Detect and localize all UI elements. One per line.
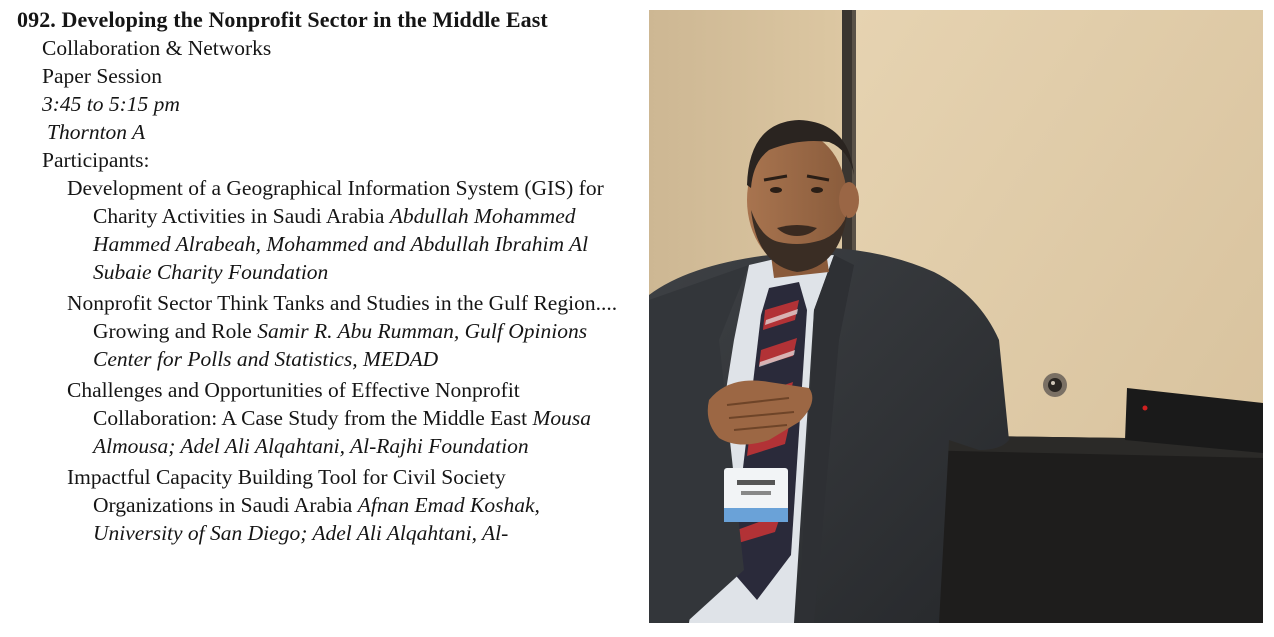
paper-title: Challenges and Opportunities of Effective Nonprofit Collaboration: A Case Study from the Middle East	[67, 378, 528, 430]
paper-authors: Afnan Emad Koshak, University of San Diego; Adel Ali Alqahtani, Al-	[93, 493, 540, 545]
paper-item	[67, 174, 622, 286]
paper-authors: Mousa Almousa; Adel Ali Alqahtani, Al-Rajhi Foundation	[93, 406, 592, 458]
paper-item	[67, 376, 622, 460]
paper-title: Nonprofit Sector Think Tanks and Studies in the Gulf Region.... Growing and Role	[67, 291, 618, 343]
paper-item	[67, 463, 622, 547]
paper-title: Development of a Geographical Information System (GIS) for Charity Activities in Saudi Arabia	[67, 176, 604, 228]
paper-list	[17, 174, 622, 547]
session-time: 3:45 to 5:15 pm	[42, 92, 180, 116]
paper-authors: Abdullah Mohammed Hammed Alrabeah, Mohammed and Abdullah Ibrahim Al Subaie Charity Foundation	[93, 204, 589, 284]
program-page	[0, 0, 632, 637]
speaker-photo	[649, 10, 1263, 623]
session-room: Thornton A	[47, 120, 146, 144]
paper-item	[67, 289, 622, 373]
session-format: Paper Session	[42, 64, 163, 88]
paper-title: Impactful Capacity Building Tool for Civil Society Organizations in Saudi Arabia	[67, 465, 506, 517]
session-title: 092. Developing the Nonprofit Sector in the Middle East	[17, 7, 548, 32]
session-track: Collaboration & Networks	[42, 36, 272, 60]
paper-authors: Samir R. Abu Rumman, Gulf Opinions Center for Polls and Statistics, MEDAD	[93, 319, 588, 371]
session-meta	[42, 34, 622, 174]
podium	[907, 435, 1263, 623]
session-listing	[17, 6, 622, 550]
participants-label: Participants:	[42, 148, 150, 172]
